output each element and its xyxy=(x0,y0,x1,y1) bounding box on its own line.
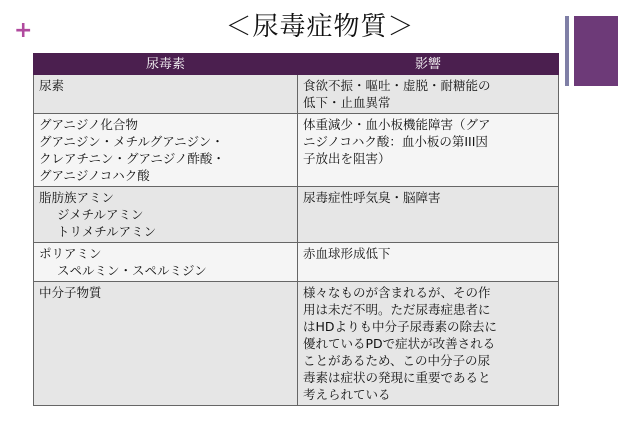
effect-line: 様々なものが含まれるが、その作 xyxy=(303,285,491,300)
effect-line: 子放出を阻害） xyxy=(303,151,391,166)
effect-cell xyxy=(298,243,559,282)
toxin-sub: グアニジノコハク酸 xyxy=(39,168,150,183)
effect-line: 優れているPDで症状が改善される xyxy=(303,336,496,351)
effect-cell xyxy=(298,114,559,187)
header-toxin: 尿毒素 xyxy=(34,54,298,75)
toxin-sub: クレアチニン・グアニジノ酢酸・ xyxy=(39,151,225,166)
uremic-toxins-table xyxy=(33,53,559,406)
toxin-name: 中分子物質 xyxy=(39,285,102,300)
toxin-sub: トリメチルアミン xyxy=(57,224,157,239)
table-row xyxy=(34,243,559,282)
toxin-name: 尿素 xyxy=(39,78,65,93)
toxin-name: 脂肪族アミン xyxy=(39,190,115,205)
effect-line: 食欲不振・嘔吐・虚脱・耐糖能の xyxy=(303,78,491,93)
toxin-sub: スペルミン・スペルミジン xyxy=(57,263,207,278)
effect-line: ことがあるため、この中分子の尿 xyxy=(303,353,491,368)
effect-cell xyxy=(298,282,559,406)
toxin-sub: ジメチルアミン xyxy=(57,207,144,222)
effect-line: 体重減少・血小板機能障害（グア xyxy=(303,117,491,132)
header-effect: 影響 xyxy=(298,54,559,75)
effect-line: 毒素は症状の発現に重要であると xyxy=(303,370,491,385)
table-row xyxy=(34,282,559,406)
table-row xyxy=(34,187,559,243)
toxin-cell xyxy=(34,75,298,114)
toxin-cell xyxy=(34,282,298,406)
toxin-cell xyxy=(34,243,298,282)
toxin-cell xyxy=(34,187,298,243)
effect-line: はHDよりも中分子尿毒素の除去に xyxy=(303,319,498,334)
table-header-row xyxy=(34,54,559,75)
effect-line: 考えられている xyxy=(303,387,391,402)
toxin-name: グアニジノ化合物 xyxy=(39,117,138,132)
effect-line: 赤血球形成低下 xyxy=(303,246,391,261)
effect-line: 低下・止血異常 xyxy=(303,95,391,110)
toxin-sub: グアニジン・メチルグアニジン・ xyxy=(39,134,224,149)
toxin-cell xyxy=(34,114,298,187)
page-title: ＜尿毒症物質＞ xyxy=(225,12,415,42)
table-row xyxy=(34,75,559,114)
effect-line: 尿毒症性呼気臭・脳障害 xyxy=(303,190,441,205)
effect-line: 用は未だ不明。ただ尿毒症患者に xyxy=(303,302,491,317)
effect-cell xyxy=(298,187,559,243)
plus-icon: + xyxy=(14,18,33,43)
effect-line: ニジノコハク酸：血小板の第III因 xyxy=(303,134,488,149)
toxin-name: ポリアミン xyxy=(39,246,102,261)
effect-cell xyxy=(298,75,559,114)
table-row xyxy=(34,114,559,187)
